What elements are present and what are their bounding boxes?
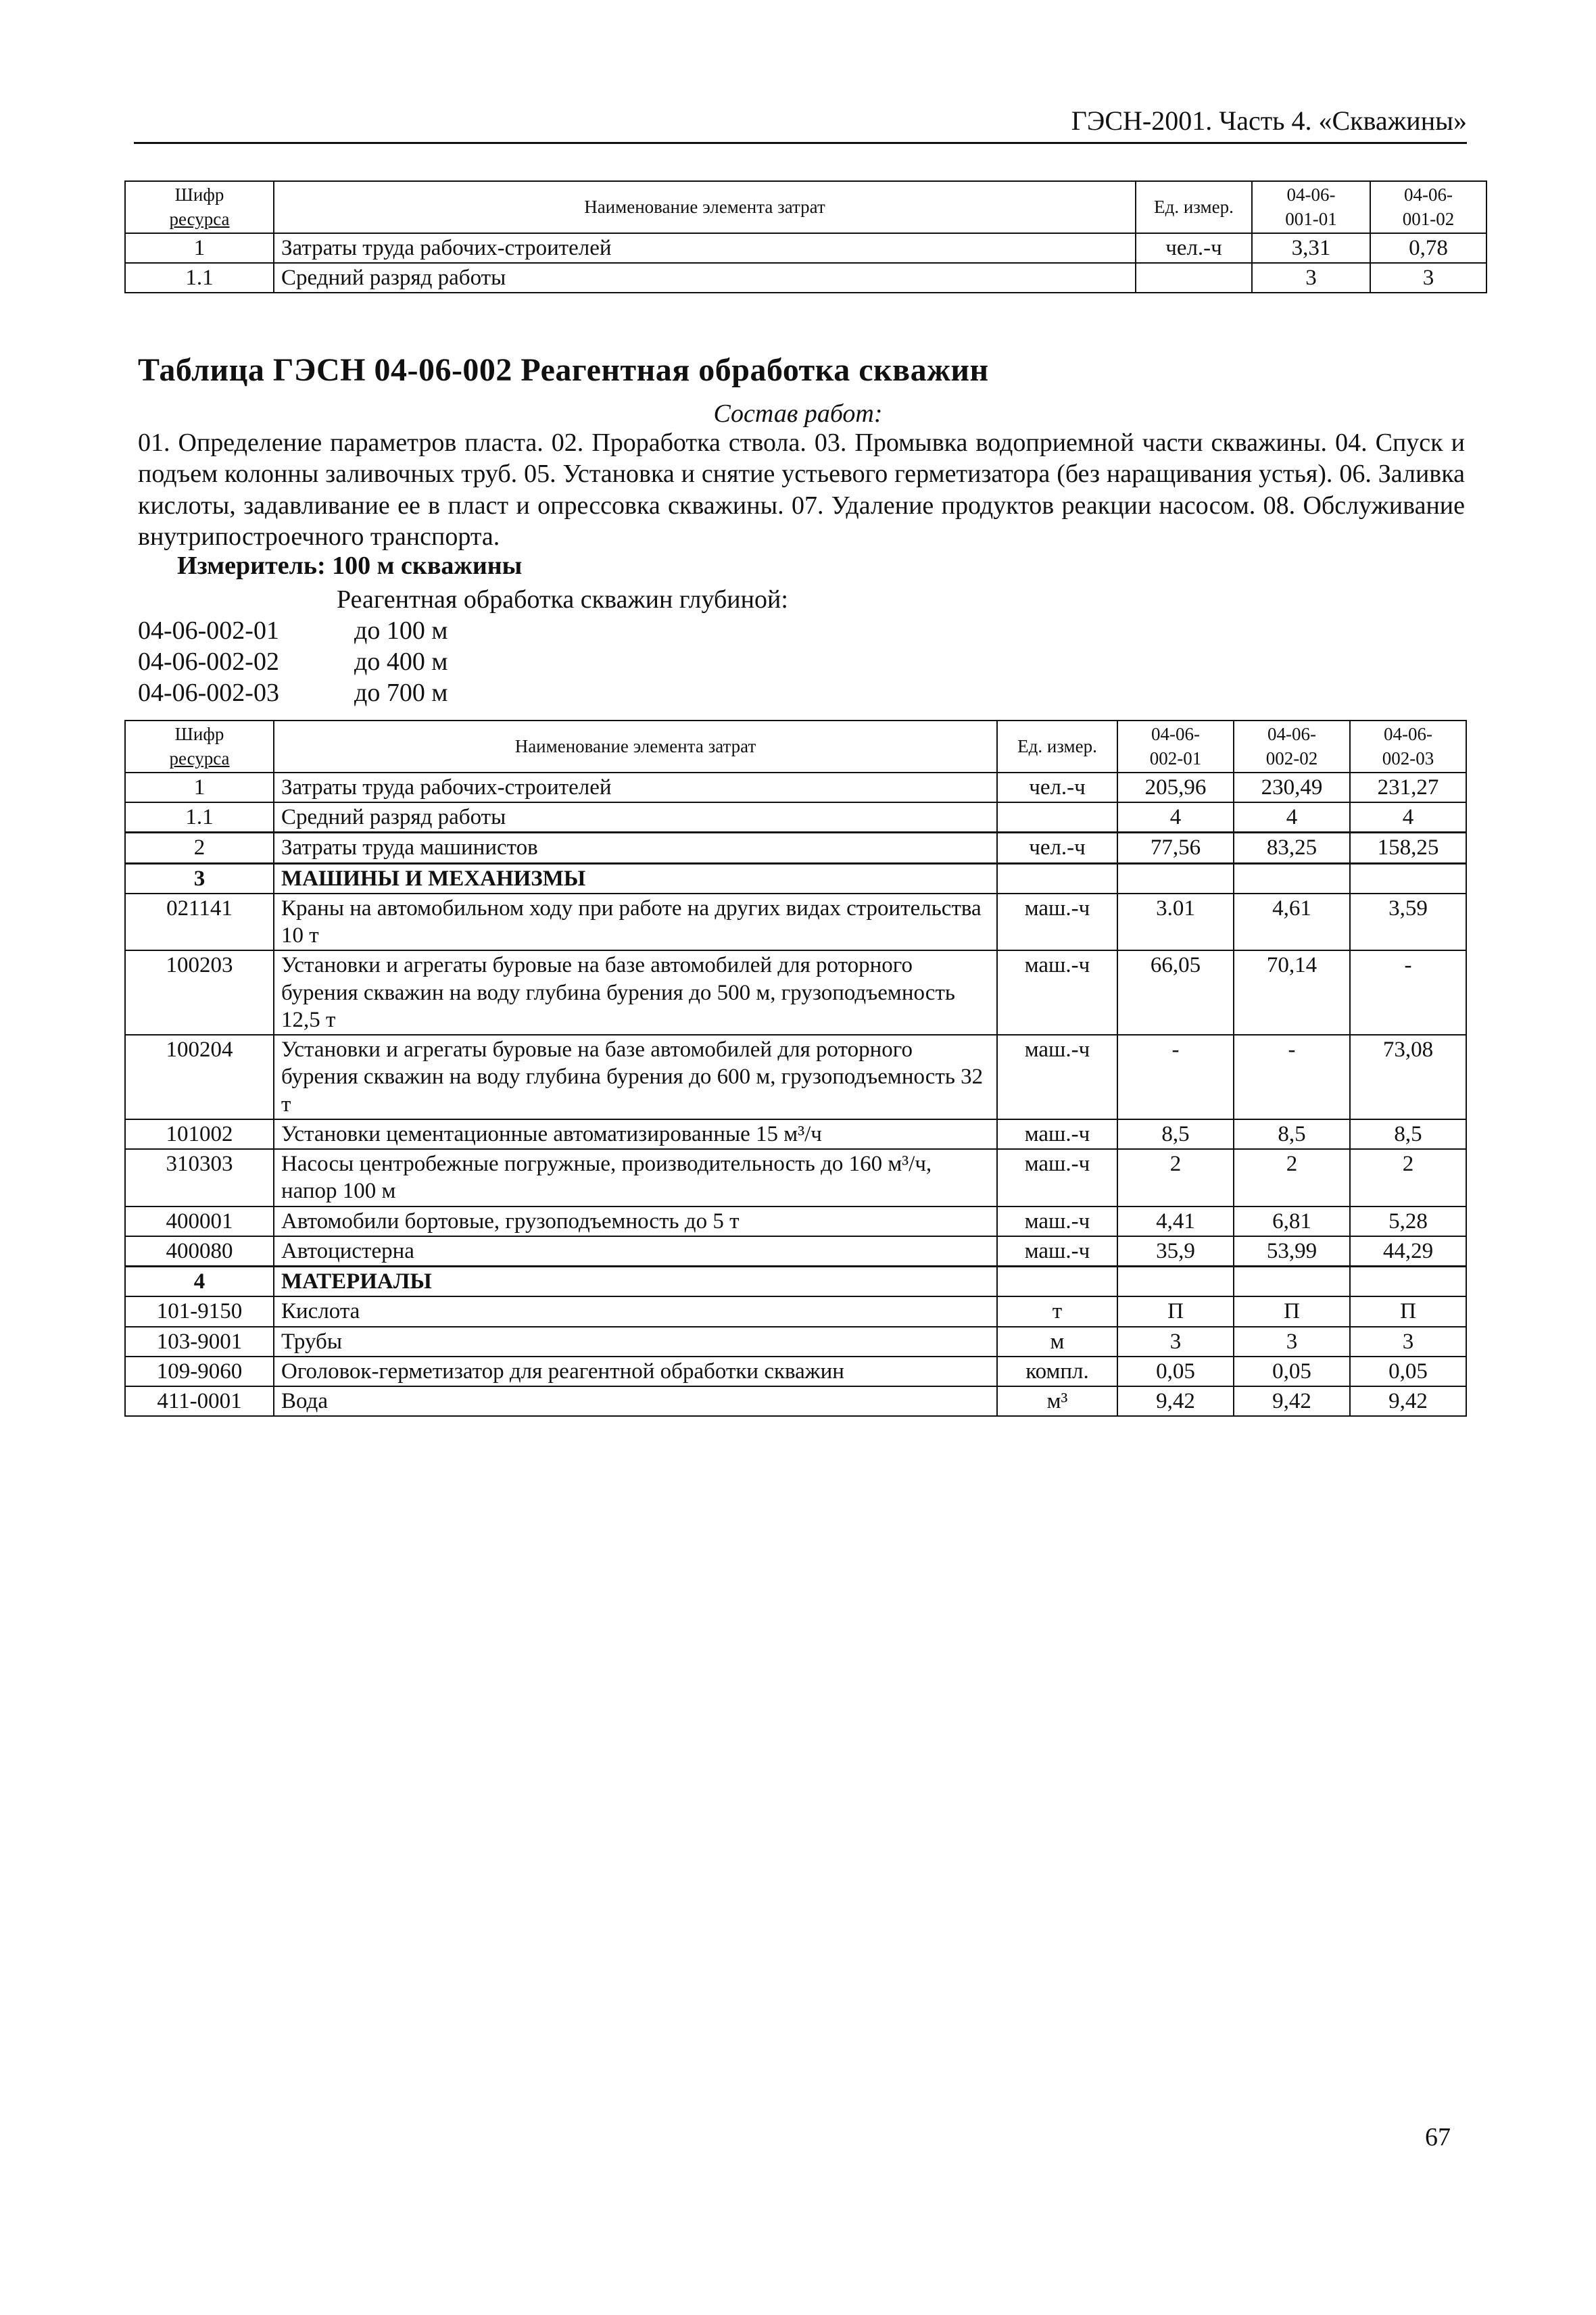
resource-code: 400001 bbox=[125, 1207, 274, 1236]
norm-value: П bbox=[1350, 1296, 1466, 1326]
header-norm-col-1: 04-06- 001-01 bbox=[1252, 181, 1370, 233]
table-row bbox=[125, 1327, 1466, 1357]
resource-code: 100204 bbox=[125, 1035, 274, 1119]
header-resource-code: Шифр ресурса bbox=[125, 181, 274, 233]
norm-value: 4,61 bbox=[1234, 894, 1350, 951]
norm-value: 0,05 bbox=[1117, 1357, 1234, 1386]
norm-value bbox=[1117, 863, 1234, 894]
cost-element-name: Вода bbox=[274, 1386, 997, 1416]
page-number: 67 bbox=[1425, 2123, 1451, 2151]
norm-value: 3 bbox=[1117, 1327, 1234, 1357]
unit bbox=[997, 863, 1117, 894]
norm-value: 158,25 bbox=[1350, 833, 1466, 863]
resource-code: 100203 bbox=[125, 950, 274, 1035]
unit bbox=[1136, 263, 1252, 293]
norm-value: 4 bbox=[1234, 802, 1350, 833]
norm-value bbox=[1234, 863, 1350, 894]
norm-value: 83,25 bbox=[1234, 833, 1350, 863]
table-row bbox=[125, 1149, 1466, 1207]
resource-code: 101002 bbox=[125, 1119, 274, 1149]
variant-code: 04-06-002-01 bbox=[138, 616, 279, 645]
norm-value: 2 bbox=[1350, 1149, 1466, 1207]
table-row bbox=[125, 1119, 1466, 1149]
norm-value bbox=[1350, 863, 1466, 894]
resource-code: 2 bbox=[125, 833, 274, 863]
table-row bbox=[125, 233, 1486, 263]
variant-code: 04-06-002-03 bbox=[138, 679, 279, 707]
header-cost-element-name: Наименование элемента затрат bbox=[274, 721, 997, 773]
norm-value: П bbox=[1117, 1296, 1234, 1326]
table-04-06-002 bbox=[124, 720, 1467, 1417]
list-item bbox=[138, 677, 448, 708]
unit: м³ bbox=[997, 1386, 1117, 1416]
section-title: Таблица ГЭСН 04-06-002 Реагентная обработка скважин bbox=[138, 352, 989, 388]
norm-value: 4,41 bbox=[1117, 1207, 1234, 1236]
unit: чел.-ч bbox=[997, 773, 1117, 802]
norm-value: 3 bbox=[1350, 1327, 1466, 1357]
unit: чел.-ч bbox=[997, 833, 1117, 863]
resource-code: 1 bbox=[125, 773, 274, 802]
header-resource-code: Шифр ресурса bbox=[125, 721, 274, 773]
cost-element-name: МАШИНЫ И МЕХАНИЗМЫ bbox=[274, 863, 997, 894]
norm-value: 35,9 bbox=[1117, 1236, 1234, 1267]
table-row bbox=[125, 773, 1466, 802]
resource-code: 021141 bbox=[125, 894, 274, 951]
norm-value: 0,05 bbox=[1234, 1357, 1350, 1386]
cost-element-name: Средний разряд работы bbox=[274, 263, 1136, 293]
norm-value: - bbox=[1234, 1035, 1350, 1119]
work-composition-label: Состав работ: bbox=[713, 399, 883, 428]
norm-value: 2 bbox=[1234, 1149, 1350, 1207]
variant-desc: до 100 м bbox=[354, 616, 448, 645]
norm-value: 8,5 bbox=[1234, 1119, 1350, 1149]
norm-value: 9,42 bbox=[1234, 1386, 1350, 1416]
cost-element-name: Автомобили бортовые, грузоподъемность до 5 т bbox=[274, 1207, 997, 1236]
table-row bbox=[125, 1357, 1466, 1386]
resource-code: 109-9060 bbox=[125, 1357, 274, 1386]
table-row bbox=[125, 863, 1466, 894]
cost-element-name: Насосы центробежные погружные, производительность до 160 м³/ч, напор 100 м bbox=[274, 1149, 997, 1207]
norm-value: 3,59 bbox=[1350, 894, 1466, 951]
unit: маш.-ч bbox=[997, 1236, 1117, 1267]
cost-element-name: Установки и агрегаты буровые на базе автомобилей для роторного бурения скважин на воду глубина бурения до 600 м, грузоподъемность 32 т bbox=[274, 1035, 997, 1119]
norm-value: 3 bbox=[1252, 263, 1370, 293]
header-norm-col-2: 04-06- 001-02 bbox=[1370, 181, 1486, 233]
norm-value: 4 bbox=[1117, 802, 1234, 833]
norm-value: 8,5 bbox=[1350, 1119, 1466, 1149]
list-item bbox=[138, 646, 448, 677]
table-row bbox=[125, 802, 1466, 833]
table-row bbox=[125, 1267, 1466, 1297]
variant-code: 04-06-002-02 bbox=[138, 648, 279, 676]
resource-code: 4 bbox=[125, 1267, 274, 1297]
work-composition-text: 01. Определение параметров пласта. 02. Проработка ствола. 03. Промывка водоприемной части скважины. 04. Спуск и подъем колонны заливочных труб. 05. Установка и снятие устьевого герметизатора (без наращивания устья). 06. Заливка кислоты, задавливание ее в пласт и опрессовка скважины. 07. Удаление продуктов реакции насосом. 08. Обслуживание внутрипостроечного транспорта. bbox=[138, 429, 1465, 552]
header-cost-element-name: Наименование элемента затрат bbox=[274, 181, 1136, 233]
norm-value: 2 bbox=[1117, 1149, 1234, 1207]
norm-value: 44,29 bbox=[1350, 1236, 1466, 1267]
unit: маш.-ч bbox=[997, 1207, 1117, 1236]
unit: маш.-ч bbox=[997, 1035, 1117, 1119]
table-row bbox=[125, 1035, 1466, 1119]
norm-value: 0,78 bbox=[1370, 233, 1486, 263]
unit bbox=[997, 1267, 1117, 1297]
cost-element-name: МАТЕРИАЛЫ bbox=[274, 1267, 997, 1297]
norm-value: 3 bbox=[1234, 1327, 1350, 1357]
table-row bbox=[125, 1236, 1466, 1267]
norm-value: 205,96 bbox=[1117, 773, 1234, 802]
unit: т bbox=[997, 1296, 1117, 1326]
unit bbox=[997, 802, 1117, 833]
cost-element-name: Трубы bbox=[274, 1327, 997, 1357]
norm-value: 3,31 bbox=[1252, 233, 1370, 263]
unit: м bbox=[997, 1327, 1117, 1357]
norm-value: 6,81 bbox=[1234, 1207, 1350, 1236]
resource-code: 400080 bbox=[125, 1236, 274, 1267]
resource-code: 310303 bbox=[125, 1149, 274, 1207]
unit: маш.-ч bbox=[997, 1119, 1117, 1149]
running-header-text: ГЭСН-2001. Часть 4. «Скважины» bbox=[1071, 105, 1467, 136]
norm-value: 9,42 bbox=[1350, 1386, 1466, 1416]
norm-value: 9,42 bbox=[1117, 1386, 1234, 1416]
cost-element-name: Затраты труда машинистов bbox=[274, 833, 997, 863]
table-header-row bbox=[125, 721, 1466, 773]
header-norm-col-3: 04-06- 002-03 bbox=[1350, 721, 1466, 773]
norm-value: - bbox=[1117, 1035, 1234, 1119]
table-header-row bbox=[125, 181, 1486, 233]
cost-element-name: Кислота bbox=[274, 1296, 997, 1326]
norm-value: 3.01 bbox=[1117, 894, 1234, 951]
resource-code: 1.1 bbox=[125, 802, 274, 833]
norm-value: 231,27 bbox=[1350, 773, 1466, 802]
cost-element-name: Затраты труда рабочих-строителей bbox=[274, 773, 997, 802]
meter-intro: Реагентная обработка скважин глубиной: bbox=[337, 585, 788, 614]
running-header bbox=[134, 105, 1467, 144]
norm-value bbox=[1117, 1267, 1234, 1297]
table-04-06-001 bbox=[124, 180, 1487, 293]
norm-value bbox=[1234, 1267, 1350, 1297]
table-row bbox=[125, 1296, 1466, 1326]
table-row bbox=[125, 833, 1466, 863]
cost-element-name: Установки и агрегаты буровые на базе автомобилей для роторного бурения скважин на воду глубина бурения до 500 м, грузоподъемность 12,5 т bbox=[274, 950, 997, 1035]
norm-value bbox=[1350, 1267, 1466, 1297]
cost-element-name: Оголовок-герметизатор для реагентной обработки скважин bbox=[274, 1357, 997, 1386]
table-row bbox=[125, 263, 1486, 293]
unit: маш.-ч bbox=[997, 1149, 1117, 1207]
norm-value: 8,5 bbox=[1117, 1119, 1234, 1149]
unit: маш.-ч bbox=[997, 894, 1117, 951]
table-body bbox=[125, 773, 1466, 1417]
cost-element-name: Установки цементационные автоматизированные 15 м³/ч bbox=[274, 1119, 997, 1149]
table-row bbox=[125, 894, 1466, 951]
unit: чел.-ч bbox=[1136, 233, 1252, 263]
cost-element-name: Затраты труда рабочих-строителей bbox=[274, 233, 1136, 263]
cost-element-name: Автоцистерна bbox=[274, 1236, 997, 1267]
resource-code: 3 bbox=[125, 863, 274, 894]
resource-code: 1 bbox=[125, 233, 274, 263]
norm-value: 73,08 bbox=[1350, 1035, 1466, 1119]
table-row bbox=[125, 1207, 1466, 1236]
resource-code: 411-0001 bbox=[125, 1386, 274, 1416]
norm-value: 5,28 bbox=[1350, 1207, 1466, 1236]
header-norm-col-2: 04-06- 002-02 bbox=[1234, 721, 1350, 773]
header-unit: Ед. измер. bbox=[1136, 181, 1252, 233]
resource-code: 1.1 bbox=[125, 263, 274, 293]
resource-code: 103-9001 bbox=[125, 1327, 274, 1357]
norm-value: П bbox=[1234, 1296, 1350, 1326]
norm-value: 4 bbox=[1350, 802, 1466, 833]
table-row bbox=[125, 1386, 1466, 1416]
variant-desc: до 700 м bbox=[354, 679, 448, 707]
norm-value: 230,49 bbox=[1234, 773, 1350, 802]
unit: компл. bbox=[997, 1357, 1117, 1386]
norm-value: 0,05 bbox=[1350, 1357, 1466, 1386]
norm-value: 66,05 bbox=[1117, 950, 1234, 1035]
variant-desc: до 400 м bbox=[354, 648, 448, 676]
cost-element-name: Средний разряд работы bbox=[274, 802, 997, 833]
norm-value: 3 bbox=[1370, 263, 1486, 293]
cost-element-name: Краны на автомобильном ходу при работе на других видах строительства 10 т bbox=[274, 894, 997, 951]
meter-label: Измеритель: 100 м скважины bbox=[177, 552, 523, 580]
norm-value: - bbox=[1350, 950, 1466, 1035]
norm-value: 77,56 bbox=[1117, 833, 1234, 863]
norm-value: 70,14 bbox=[1234, 950, 1350, 1035]
unit: маш.-ч bbox=[997, 950, 1117, 1035]
list-item bbox=[138, 615, 448, 646]
table-row bbox=[125, 950, 1466, 1035]
norm-value: 53,99 bbox=[1234, 1236, 1350, 1267]
resource-code: 101-9150 bbox=[125, 1296, 274, 1326]
variant-list bbox=[138, 615, 448, 708]
header-unit: Ед. измер. bbox=[997, 721, 1117, 773]
header-norm-col-1: 04-06- 002-01 bbox=[1117, 721, 1234, 773]
